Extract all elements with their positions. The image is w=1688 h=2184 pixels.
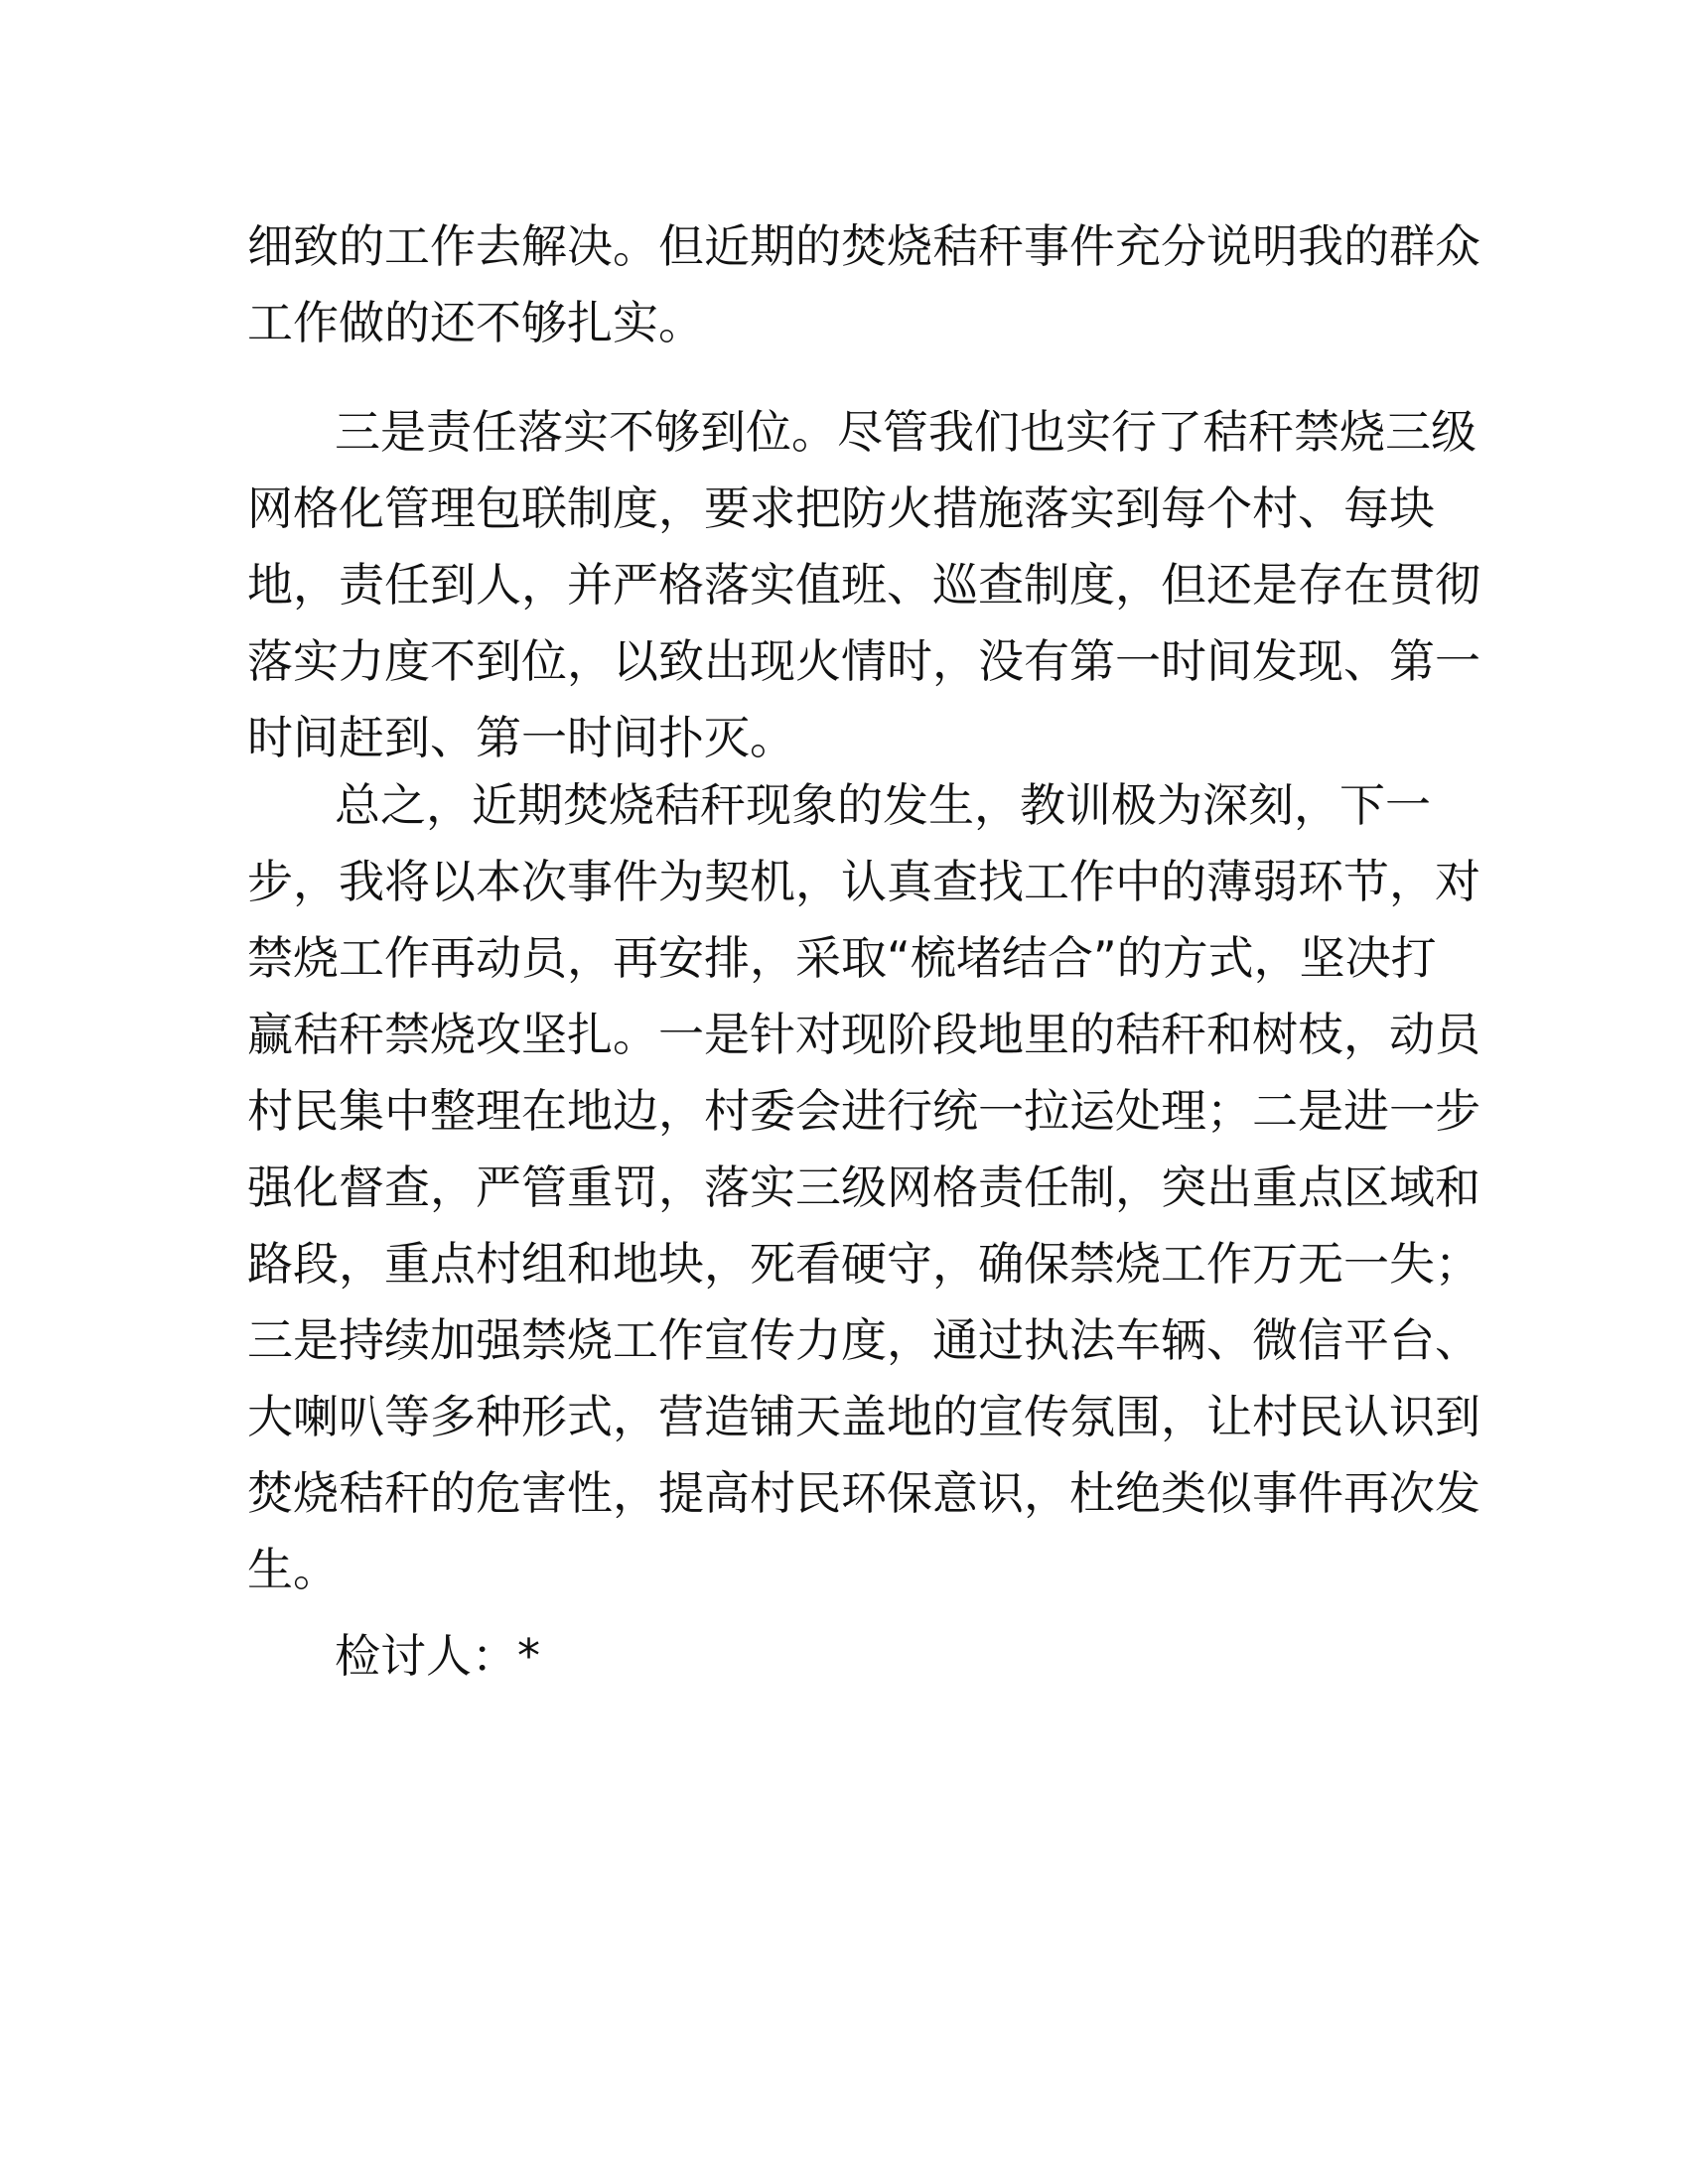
paragraph-3 xyxy=(247,767,1480,1608)
paragraph-2 xyxy=(247,394,1480,776)
paragraph-3-line-8: 三是持续加强禁烧工作宣传力度，通过执法车辆、微信平台、 xyxy=(247,1313,1480,1367)
paragraph-2-line-3: 地，责任到人，并严格落实值班、巡查制度，但还是存在贯彻 xyxy=(247,558,1480,612)
paragraph-3-line-2: 步，我将以本次事件为契机，认真查找工作中的薄弱环节，对 xyxy=(247,855,1480,908)
paragraph-3-line-6: 强化督查，严管重罚，落实三级网格责任制，突出重点区域和 xyxy=(247,1160,1480,1214)
paragraph-3-line-9: 大喇叭等多种形式，营造铺天盖地的宣传氛围，让村民认识到 xyxy=(247,1390,1480,1443)
paragraph-2-line-5: 时间赶到、第一时间扑灭。 xyxy=(247,711,795,764)
paragraph-1 xyxy=(247,208,1480,361)
paragraph-3-line-3: 禁烧工作再动员，再安排，采取“梳堵结合”的方式，坚决打 xyxy=(247,931,1437,985)
paragraph-2-line-1: 三是责任落实不够到位。尽管我们也实行了秸秆禁烧三级 xyxy=(335,405,1477,459)
paragraph-3-line-11: 生。 xyxy=(247,1543,339,1596)
paragraph-3-line-4: 赢秸秆禁烧攻坚扎。一是针对现阶段地里的秸秆和树枝，动员 xyxy=(247,1008,1480,1061)
paragraph-1-line-2: 工作做的还不够扎实。 xyxy=(247,296,704,349)
paragraph-1-line-1: 细致的工作去解决。但近期的焚烧秸秆事件充分说明我的群众 xyxy=(247,219,1480,273)
signature-line: 检讨人：* xyxy=(335,1629,540,1683)
paragraph-3-line-5: 村民集中整理在地边，村委会进行统一拉运处理；二是进一步 xyxy=(247,1084,1480,1138)
paragraph-3-line-7: 路段，重点村组和地块，死看硬守，确保禁烧工作万无一失； xyxy=(247,1237,1480,1291)
paragraph-3-line-10: 焚烧秸秆的危害性，提高村民环保意识，杜绝类似事件再次发 xyxy=(247,1466,1480,1520)
paragraph-2-line-2: 网格化管理包联制度，要求把防火措施落实到每个村、每块 xyxy=(247,481,1435,535)
paragraph-3-line-1: 总之，近期焚烧秸秆现象的发生，教训极为深刻，下一 xyxy=(335,778,1431,832)
paragraph-2-line-4: 落实力度不到位，以致出现火情时，没有第一时间发现、第一 xyxy=(247,634,1480,688)
signature-block xyxy=(247,1618,1459,1695)
